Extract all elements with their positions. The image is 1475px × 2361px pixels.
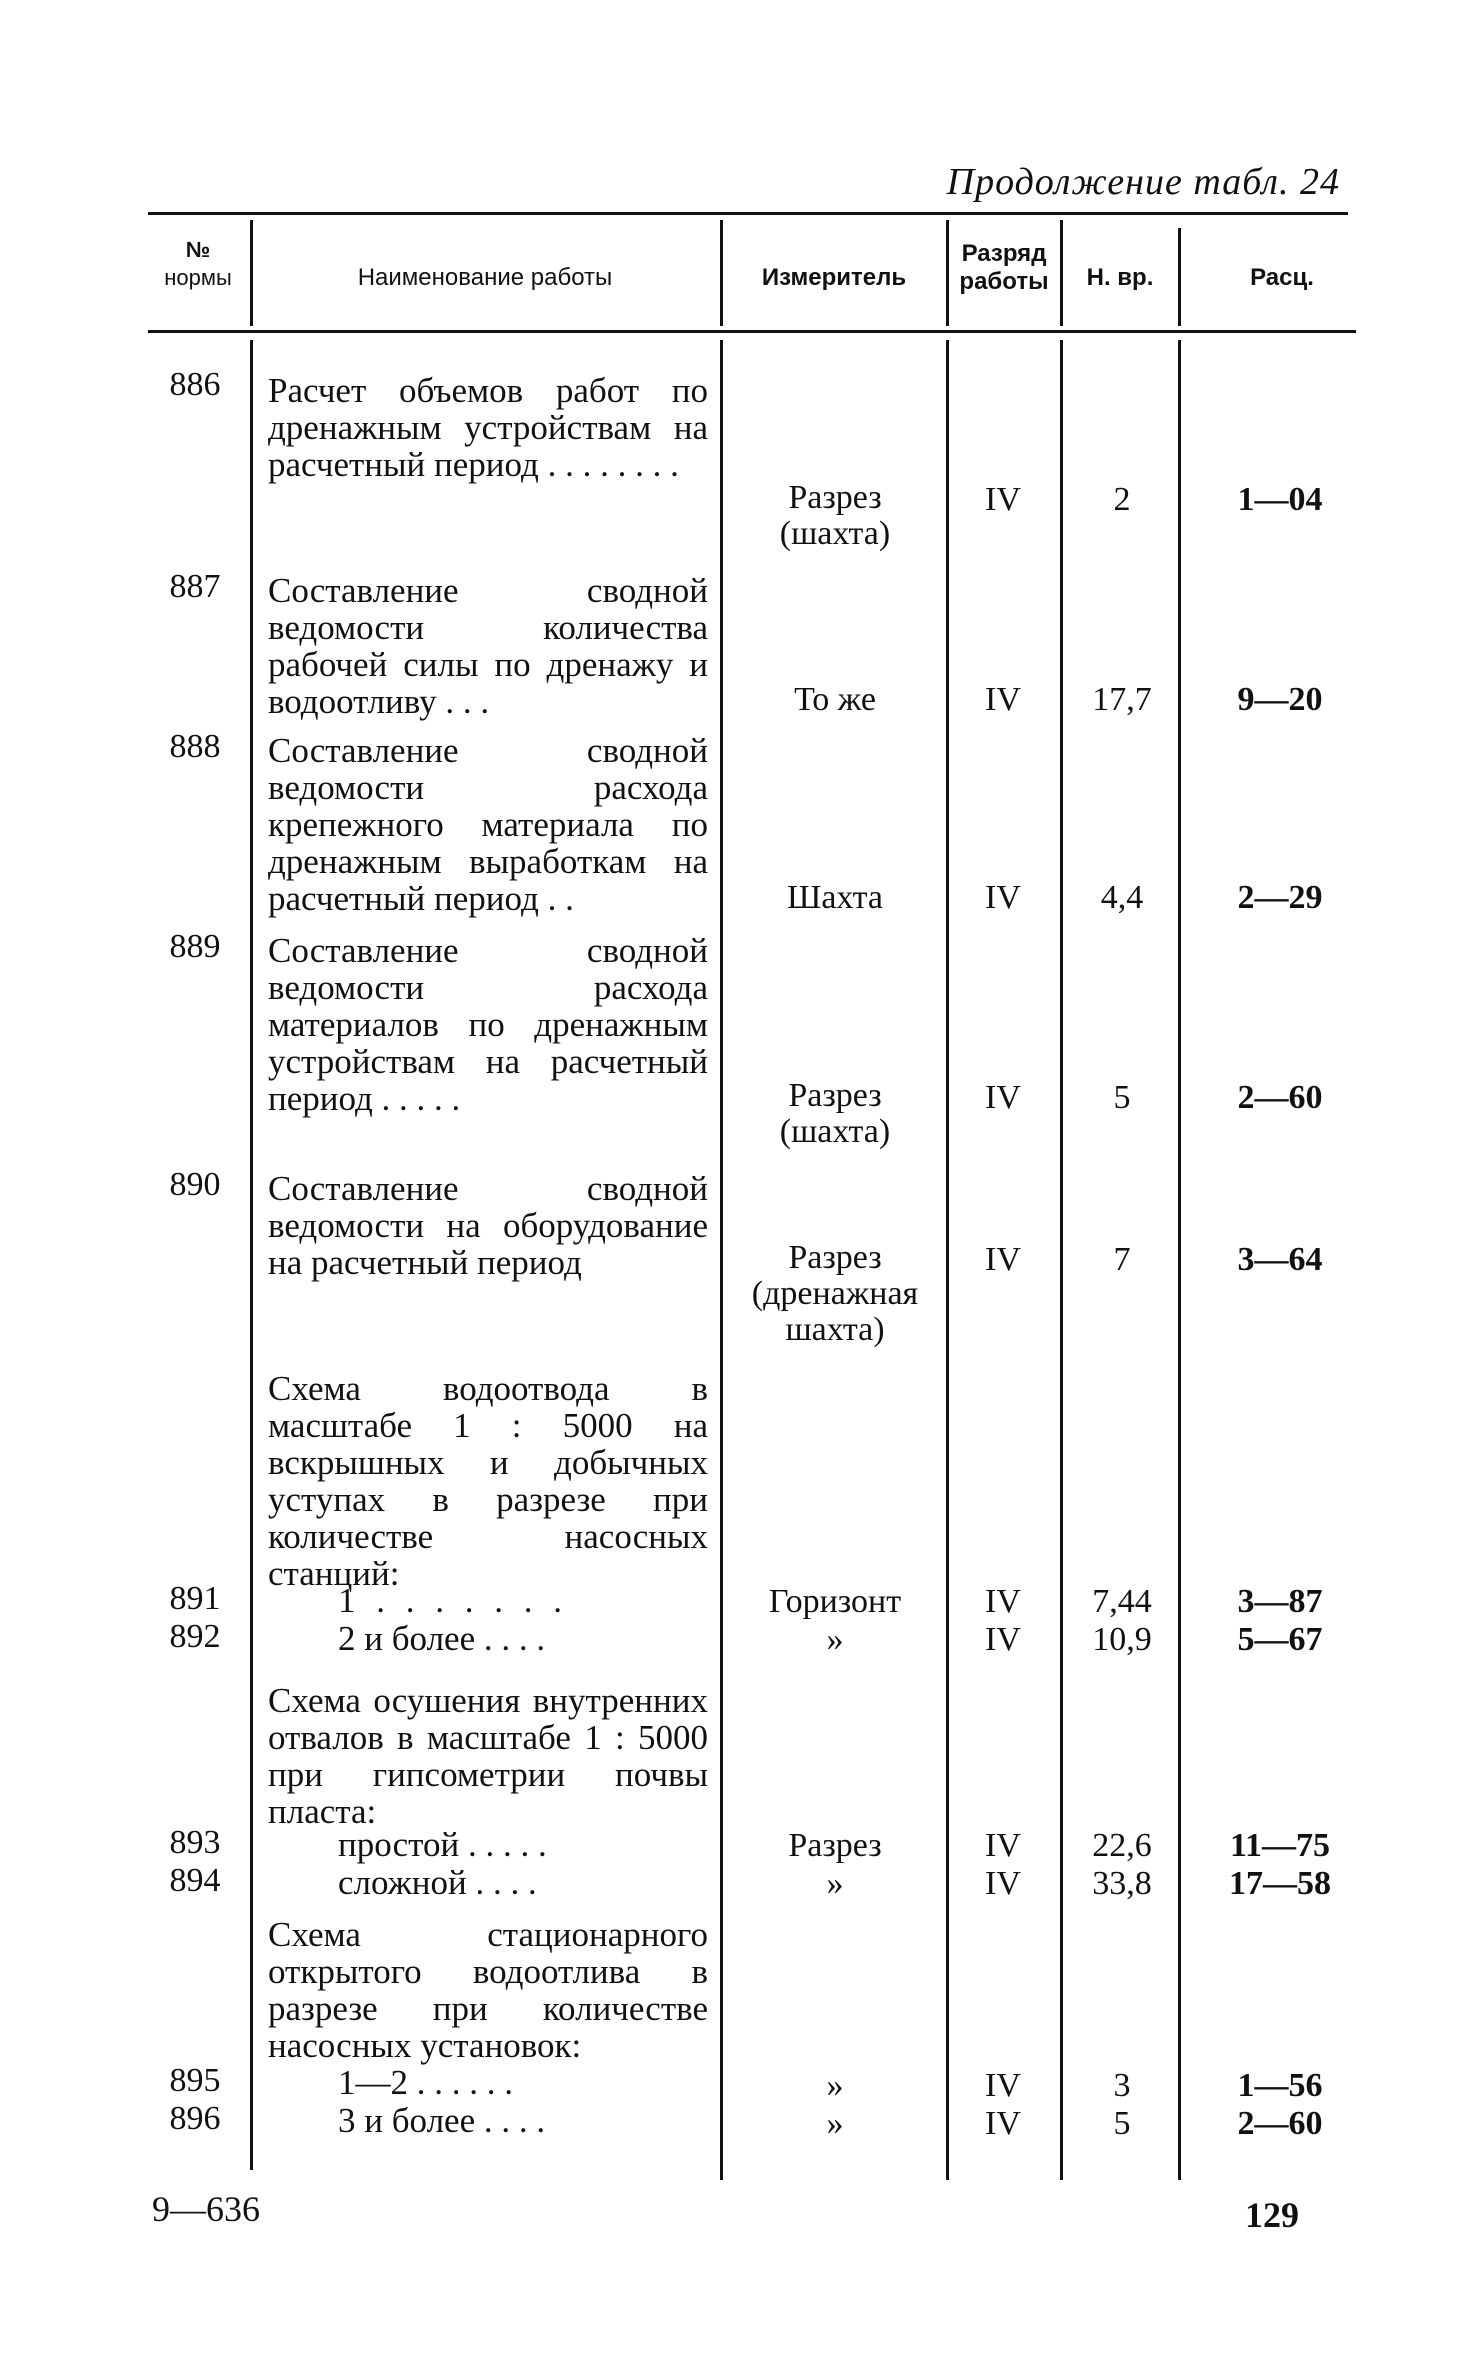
row-no: 895 [169,2062,221,2099]
header-no-symbol: № [185,237,211,262]
row-measure: Горизонт [768,1583,902,1620]
row-label: сложной . . . . [338,1863,537,1902]
row-no: 892 [169,1618,221,1655]
row-no: 896 [169,2100,221,2137]
row-rate: 3—64 [1237,1241,1323,1278]
body-sep-1 [250,340,253,2170]
row-measure: Разрез [788,1827,882,1864]
row-norm: 10,9 [1092,1621,1152,1658]
row-norm: 7 [1113,1241,1131,1278]
row-measure: » [826,1865,844,1902]
row-description-text: Составление сводной ведомости расхода крепежного материала по дренажным выработкам на расчетный период . . [268,731,708,918]
header-grade-line2: работы [959,268,1049,295]
row-norm: 2 [1113,481,1131,518]
group-heading-text: Схема водоотвода в масштабе 1 : 5000 на вскрышных и добычных уступах в разрезе при количестве насосных станций: [268,1369,708,1593]
row-no: 890 [169,1166,221,1203]
row-rate: 2—29 [1237,879,1323,916]
row-grade: IV [985,879,1021,916]
row-measure: » [826,2105,844,2142]
row-measure: » [826,1621,844,1658]
row-measure: Разрез (шахта) [779,1077,891,1150]
row-description [268,1170,708,1281]
row-no: 888 [169,728,221,765]
row-no: 893 [169,1824,221,1861]
row-norm: 3 [1113,2067,1131,2104]
row-description-text: Составление сводной ведомости на оборудование на расчетный период [268,1169,708,1282]
row-grade: IV [985,1827,1021,1864]
header-no-label: нормы [164,265,232,290]
row-label: простой . . . . . [338,1825,547,1864]
row-measure: Разрез (дренажная шахта) [751,1239,919,1348]
row-no: 889 [169,928,221,965]
group-heading-text: Схема осушения внутренних отвалов в масштабе 1 : 5000 при гипсометрии почвы пласта: [268,1681,708,1831]
row-label: 1 . . . . . . . [338,1581,568,1620]
row-measure: Разрез (шахта) [779,479,891,552]
row-description [268,372,708,483]
header-grade-line1: Разряд [961,240,1047,267]
row-measure: То же [794,681,876,718]
row-rate: 11—75 [1229,1827,1331,1864]
row-description-text: Расчет объемов работ по дренажным устройствам на расчетный период . . . . . . . . [268,371,708,484]
row-no: 886 [169,366,221,403]
header-sep-2 [720,220,723,326]
row-grade: IV [985,2067,1021,2104]
row-rate: 1—56 [1237,2067,1323,2104]
group-heading [268,1916,708,2064]
table-caption: Продолжение табл. 24 [946,161,1340,203]
row-rate: 2—60 [1237,1079,1323,1116]
row-grade: IV [985,1241,1021,1278]
signature-mark: 9—636 [152,2189,260,2229]
row-norm: 33,8 [1092,1865,1152,1902]
group-heading-text: Схема стационарного открытого водоотлива в разрезе при количестве насосных установок: [268,1915,708,2065]
row-measure: Шахта [787,879,883,916]
row-label: 1—2 . . . . . . [338,2063,513,2102]
table-header-rule [148,330,1356,333]
header-sep-5 [1178,228,1181,326]
row-description-text: Составление сводной ведомости количества рабочей силы по дренажу и водоотливу . . . [268,571,708,721]
row-description [268,932,708,1117]
row-grade: IV [985,2105,1021,2142]
row-rate: 5—67 [1237,1621,1323,1658]
header-grade [948,240,1060,296]
row-rate: 2—60 [1237,2105,1323,2142]
group-heading [268,1370,708,1592]
row-no: 891 [169,1580,221,1617]
row-grade: IV [985,1079,1021,1116]
row-grade: IV [985,681,1021,718]
header-norm: Н. вр. [1086,264,1154,291]
row-norm: 22,6 [1092,1827,1152,1864]
group-heading [268,1682,708,1830]
row-label: 2 и более . . . . [338,1619,546,1658]
header-name: Наименование работы [357,264,613,291]
row-norm: 7,44 [1092,1583,1152,1620]
row-grade: IV [985,1621,1021,1658]
header-measure: Измеритель [761,264,907,291]
row-description [268,732,708,917]
body-sep-2 [720,340,723,2180]
row-rate: 17—58 [1229,1865,1331,1902]
row-label: 3 и более . . . . [338,2101,546,2140]
row-norm: 17,7 [1092,681,1152,718]
row-description [268,572,708,720]
header-sep-1 [250,220,253,326]
row-measure: » [826,2067,844,2104]
row-no: 887 [169,568,221,605]
row-norm: 5 [1113,1079,1131,1116]
row-rate: 3—87 [1237,1583,1323,1620]
row-grade: IV [985,1865,1021,1902]
row-description-text: Составление сводной ведомости расхода материалов по дренажным устройствам на расчетный период . . . . . [268,931,708,1118]
row-norm: 5 [1113,2105,1131,2142]
row-grade: IV [985,1583,1021,1620]
page-number: 129 [1245,2195,1299,2235]
row-no: 894 [169,1862,221,1899]
table-top-rule [148,212,1348,215]
header-rate: Расц. [1250,264,1314,291]
row-norm: 4,4 [1100,879,1144,916]
row-rate: 1—04 [1237,481,1323,518]
row-rate: 9—20 [1237,681,1323,718]
row-grade: IV [985,481,1021,518]
header-no [148,236,248,292]
